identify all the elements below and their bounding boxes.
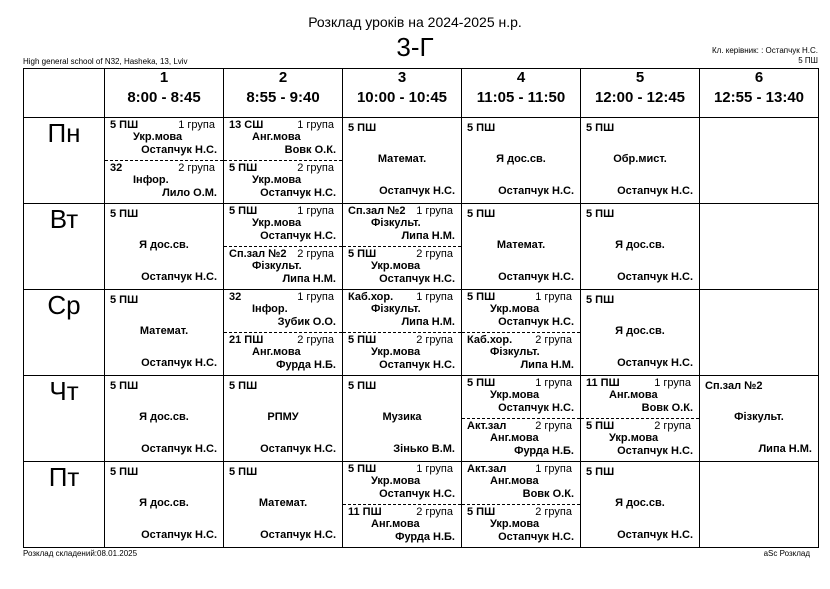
lesson-teacher: Зубик О.О. bbox=[277, 316, 336, 328]
lesson-teacher: Зінько В.М. bbox=[393, 443, 455, 455]
lesson-slot bbox=[224, 290, 343, 376]
lesson-group: 2 група bbox=[416, 505, 453, 518]
lesson-card bbox=[462, 419, 580, 461]
period-number: 1 bbox=[159, 69, 169, 86]
lesson-card bbox=[343, 247, 461, 289]
lesson-teacher: Остапчук Н.С. bbox=[141, 271, 217, 283]
lesson-card bbox=[224, 161, 342, 203]
lesson-room: 5 ПШ bbox=[229, 161, 258, 174]
lesson-card bbox=[105, 290, 223, 374]
lesson-room: 5 ПШ bbox=[467, 377, 496, 389]
lesson-slot bbox=[105, 204, 224, 290]
lesson-room: 5 ПШ bbox=[586, 466, 615, 478]
lesson-card bbox=[343, 333, 461, 375]
lesson-subject: Фізкульт. bbox=[252, 259, 302, 272]
empty-slot bbox=[700, 462, 819, 548]
lesson-room: Каб.хор. bbox=[467, 333, 513, 346]
lesson-card bbox=[462, 290, 580, 333]
lesson-subject: Фізкульт. bbox=[371, 303, 421, 315]
lesson-room: 5 ПШ bbox=[586, 122, 615, 134]
lesson-slot bbox=[224, 118, 343, 204]
lesson-room: Сп.зал №2 bbox=[705, 380, 763, 392]
lesson-teacher: Остапчук Н.С. bbox=[498, 271, 574, 283]
lesson-group: 1 група bbox=[654, 377, 691, 389]
period-header bbox=[224, 69, 343, 118]
created-date: Розклад складений:08.01.2025 bbox=[23, 549, 138, 558]
lesson-teacher: Остапчук Н.С. bbox=[141, 357, 217, 369]
lesson-teacher: Остапчук Н.С. bbox=[141, 144, 217, 156]
lesson-subject: Анг.мова bbox=[490, 431, 539, 444]
split-lesson bbox=[462, 462, 580, 546]
periods-header-row bbox=[24, 69, 819, 118]
lesson-subject: Я дос.св. bbox=[615, 239, 665, 251]
lesson-card bbox=[462, 462, 580, 505]
lesson-room: 5 ПШ bbox=[467, 505, 496, 518]
lesson-teacher: Остапчук Н.С. bbox=[379, 272, 455, 285]
lesson-slot bbox=[343, 462, 462, 548]
lesson-slot bbox=[581, 462, 700, 548]
lesson-card bbox=[343, 505, 461, 547]
lesson-group: 1 група bbox=[178, 119, 215, 131]
app-name: aSc Розклад bbox=[763, 549, 810, 558]
lesson-room: 5 ПШ bbox=[467, 122, 496, 134]
split-lesson bbox=[462, 290, 580, 374]
lesson-teacher: Липа Н.М. bbox=[401, 316, 455, 328]
day-row bbox=[24, 462, 819, 548]
day-header: Чт bbox=[24, 376, 105, 462]
lesson-slot bbox=[343, 376, 462, 462]
lesson-room: 5 ПШ bbox=[586, 294, 615, 306]
lesson-room: 5 ПШ bbox=[110, 466, 139, 478]
lesson-subject: Математ. bbox=[139, 325, 189, 337]
lesson-subject: Укр.мова bbox=[490, 303, 540, 315]
lesson-slot bbox=[105, 376, 224, 462]
lesson-room: Каб.хор. bbox=[348, 291, 394, 303]
lesson-group: 1 група bbox=[416, 205, 453, 217]
lesson-teacher: Фурда Н.Б. bbox=[276, 358, 336, 371]
split-lesson bbox=[224, 290, 342, 374]
day-row bbox=[24, 118, 819, 204]
lesson-group: 1 група bbox=[297, 291, 334, 303]
lesson-subject: Я дос.св. bbox=[139, 497, 189, 509]
period-header bbox=[700, 69, 819, 118]
lesson-slot bbox=[224, 204, 343, 290]
split-lesson bbox=[581, 376, 699, 460]
lesson-card bbox=[224, 462, 342, 546]
lesson-room: 5 ПШ bbox=[348, 380, 377, 392]
lesson-room: 5 ПШ bbox=[110, 119, 139, 131]
lesson-group: 1 група bbox=[535, 377, 572, 389]
period-time: 10:00 - 10:45 bbox=[356, 89, 448, 106]
lesson-room: 21 ПШ bbox=[229, 333, 264, 346]
lesson-group: 2 група bbox=[297, 333, 334, 346]
home-room: 5 ПШ bbox=[798, 56, 818, 65]
lesson-teacher: Вовк О.К. bbox=[284, 144, 336, 156]
lesson-card bbox=[224, 376, 342, 460]
lesson-card bbox=[581, 462, 699, 546]
lesson-subject: Математ. bbox=[377, 153, 427, 165]
timetable-body bbox=[24, 118, 819, 548]
lesson-card bbox=[105, 462, 223, 546]
split-lesson bbox=[105, 118, 223, 202]
lesson-slot bbox=[105, 290, 224, 376]
lesson-teacher: Остапчук Н.С. bbox=[498, 185, 574, 197]
lesson-room: 5 ПШ bbox=[348, 463, 377, 475]
lesson-card bbox=[224, 333, 342, 375]
lesson-teacher: Остапчук Н.С. bbox=[617, 271, 693, 283]
class-name: 3-Г bbox=[396, 32, 434, 62]
lesson-card bbox=[462, 118, 580, 202]
lesson-room: Акт.зал bbox=[467, 463, 507, 475]
lesson-room: 5 ПШ bbox=[348, 247, 377, 260]
lesson-group: 1 група bbox=[297, 119, 334, 131]
lesson-card bbox=[462, 204, 580, 288]
lesson-card bbox=[343, 290, 461, 333]
lesson-teacher: Остапчук Н.С. bbox=[379, 488, 455, 500]
period-number: 2 bbox=[278, 69, 288, 86]
lesson-subject: Я дос.св. bbox=[615, 325, 665, 337]
lesson-subject: Обр.мист. bbox=[613, 153, 667, 165]
lesson-room: 5 ПШ bbox=[467, 291, 496, 303]
day-header: Пт bbox=[24, 462, 105, 548]
timetable bbox=[23, 68, 819, 548]
lesson-teacher: Остапчук Н.С. bbox=[379, 185, 455, 197]
split-lesson bbox=[224, 118, 342, 202]
lesson-slot bbox=[462, 290, 581, 376]
lesson-card bbox=[581, 376, 699, 419]
lesson-slot bbox=[581, 118, 700, 204]
split-lesson bbox=[224, 204, 342, 288]
lesson-card bbox=[343, 118, 461, 202]
lesson-subject: Я дос.св. bbox=[139, 411, 189, 423]
lesson-subject: Фізкульт. bbox=[490, 345, 540, 358]
lesson-room: 5 ПШ bbox=[110, 208, 139, 220]
lesson-teacher: Остапчук Н.С. bbox=[498, 402, 574, 414]
lesson-room: 5 ПШ bbox=[467, 208, 496, 220]
lesson-subject: Анг.мова bbox=[490, 475, 539, 487]
lesson-group: 1 група bbox=[535, 291, 572, 303]
lesson-card bbox=[224, 204, 342, 247]
lesson-teacher: Остапчук Н.С. bbox=[498, 316, 574, 328]
period-time: 11:05 - 11:50 bbox=[476, 89, 566, 106]
period-header bbox=[581, 69, 700, 118]
lesson-group: 2 група bbox=[535, 505, 572, 518]
lesson-teacher: Остапчук Н.С. bbox=[617, 185, 693, 197]
lesson-subject: Фізкульт. bbox=[371, 217, 421, 229]
lesson-subject: Математ. bbox=[258, 497, 308, 509]
lesson-group: 1 група bbox=[297, 205, 334, 217]
split-lesson bbox=[343, 290, 461, 374]
period-time: 12:55 - 13:40 bbox=[713, 89, 805, 106]
empty-slot bbox=[700, 204, 819, 290]
period-number: 6 bbox=[754, 69, 764, 86]
split-lesson bbox=[343, 462, 461, 546]
lesson-card bbox=[581, 290, 699, 374]
lesson-teacher: Фурда Н.Б. bbox=[395, 530, 455, 543]
lesson-subject: Я дос.св. bbox=[615, 497, 665, 509]
lesson-card bbox=[462, 333, 580, 375]
empty-slot bbox=[700, 290, 819, 376]
lesson-room: Акт.зал bbox=[467, 419, 507, 432]
lesson-card bbox=[224, 118, 342, 161]
lesson-group: 2 група bbox=[297, 247, 334, 260]
lesson-group: 1 група bbox=[535, 463, 572, 475]
lesson-subject: Музика bbox=[382, 411, 422, 423]
lesson-slot bbox=[105, 462, 224, 548]
lesson-group: 2 група bbox=[416, 333, 453, 346]
lesson-card bbox=[105, 118, 223, 161]
lesson-room: 11 ПШ bbox=[348, 505, 382, 518]
lesson-slot bbox=[105, 118, 224, 204]
period-time: 8:55 - 9:40 bbox=[246, 89, 320, 106]
period-header bbox=[343, 69, 462, 118]
lesson-card bbox=[581, 419, 699, 461]
school-name: High general school of N32, Hasheka, 13, Lviv bbox=[23, 57, 188, 66]
lesson-teacher: Остапчук Н.С. bbox=[260, 186, 336, 199]
lesson-room: 32 bbox=[110, 161, 123, 174]
lesson-subject: Анг.мова bbox=[609, 389, 658, 401]
day-header: Вт bbox=[24, 204, 105, 290]
lesson-card bbox=[581, 204, 699, 288]
lesson-slot bbox=[581, 376, 700, 462]
period-number: 5 bbox=[635, 69, 645, 86]
lesson-card bbox=[343, 462, 461, 505]
lesson-subject: РПМУ bbox=[267, 411, 299, 423]
lesson-slot bbox=[462, 204, 581, 290]
lesson-subject: Укр.мова bbox=[133, 131, 183, 143]
lesson-card bbox=[105, 204, 223, 288]
lesson-subject: Анг.мова bbox=[252, 345, 301, 358]
lesson-slot bbox=[581, 290, 700, 376]
lesson-subject: Анг.мова bbox=[252, 131, 301, 143]
class-teacher-info bbox=[712, 46, 818, 66]
lesson-teacher: Вовк О.К. bbox=[641, 402, 693, 414]
lesson-slot bbox=[343, 204, 462, 290]
lesson-teacher: Остапчук Н.С. bbox=[617, 357, 693, 369]
lesson-room: 5 ПШ bbox=[586, 208, 615, 220]
lesson-subject: Укр.мова bbox=[371, 345, 421, 358]
class-teacher: Кл. керівник: : Остапчук Н.С. bbox=[711, 46, 818, 55]
lesson-slot bbox=[224, 376, 343, 462]
lesson-room: 5 ПШ bbox=[348, 333, 377, 346]
lesson-teacher: Липа Н.М. bbox=[282, 272, 336, 285]
lesson-subject: Інфор. bbox=[252, 303, 288, 315]
lesson-slot bbox=[462, 118, 581, 204]
period-time: 8:00 - 8:45 bbox=[127, 89, 201, 106]
lesson-teacher: Остапчук Н.С. bbox=[141, 529, 217, 541]
lesson-card bbox=[343, 204, 461, 247]
lesson-room: 5 ПШ bbox=[348, 122, 377, 134]
lesson-card bbox=[581, 118, 699, 202]
period-number: 3 bbox=[397, 69, 407, 86]
split-lesson bbox=[462, 376, 580, 460]
empty-slot bbox=[700, 118, 819, 204]
lesson-card bbox=[700, 376, 818, 460]
lesson-subject: Укр.мова bbox=[490, 389, 540, 401]
period-number: 4 bbox=[516, 69, 526, 86]
lesson-room: 32 bbox=[229, 291, 242, 303]
lesson-teacher: Липа Н.М. bbox=[520, 358, 574, 371]
lesson-slot bbox=[343, 118, 462, 204]
lesson-subject: Укр.мова bbox=[371, 259, 421, 272]
lesson-teacher: Остапчук Н.С. bbox=[260, 443, 336, 455]
lesson-slot bbox=[581, 204, 700, 290]
lesson-teacher: Остапчук Н.С. bbox=[379, 358, 455, 371]
lesson-group: 2 група bbox=[416, 247, 453, 260]
day-header: Ср bbox=[24, 290, 105, 376]
lesson-card bbox=[462, 505, 580, 547]
lesson-group: 2 група bbox=[535, 333, 572, 346]
lesson-subject: Анг.мова bbox=[371, 517, 420, 530]
lesson-teacher: Липа Н.М. bbox=[758, 443, 812, 455]
lesson-room: 5 ПШ bbox=[110, 294, 139, 306]
lesson-group: 1 група bbox=[416, 463, 453, 475]
lesson-group: 2 група bbox=[297, 161, 334, 174]
lesson-teacher: Остапчук Н.С. bbox=[260, 529, 336, 541]
lesson-subject: Укр.мова bbox=[252, 217, 302, 229]
lesson-group: 1 група bbox=[416, 291, 453, 303]
lesson-teacher: Фурда Н.Б. bbox=[514, 444, 574, 457]
lesson-card bbox=[224, 290, 342, 333]
lesson-room: Сп.зал №2 bbox=[229, 247, 287, 260]
day-row bbox=[24, 290, 819, 376]
lesson-teacher: Остапчук Н.С. bbox=[617, 529, 693, 541]
lesson-card bbox=[105, 161, 223, 203]
lesson-subject: Математ. bbox=[496, 239, 546, 251]
lesson-subject: Укр.мова bbox=[609, 431, 659, 444]
lesson-teacher: Липа Н.М. bbox=[401, 230, 455, 242]
lesson-teacher: Остапчук Н.С. bbox=[260, 230, 336, 242]
lesson-subject: Укр.мова bbox=[490, 517, 540, 530]
lesson-subject: Укр.мова bbox=[371, 475, 421, 487]
lesson-card bbox=[343, 376, 461, 460]
lesson-room: 13 СШ bbox=[229, 119, 264, 131]
lesson-room: 5 ПШ bbox=[229, 205, 258, 217]
corner-cell bbox=[24, 69, 105, 118]
lesson-group: 2 група bbox=[178, 161, 215, 174]
lesson-group: 2 група bbox=[535, 419, 572, 432]
lesson-slot bbox=[700, 376, 819, 462]
lesson-teacher: Остапчук Н.С. bbox=[141, 443, 217, 455]
lesson-room: Сп.зал №2 bbox=[348, 205, 406, 217]
lesson-card bbox=[105, 376, 223, 460]
day-row bbox=[24, 204, 819, 290]
lesson-subject: Я дос.св. bbox=[139, 239, 189, 251]
lesson-teacher: Лило О.М. bbox=[162, 186, 217, 199]
lesson-card bbox=[462, 376, 580, 419]
day-header: Пн bbox=[24, 118, 105, 204]
lesson-slot bbox=[462, 376, 581, 462]
lesson-slot bbox=[224, 462, 343, 548]
lesson-room: 5 ПШ bbox=[229, 380, 258, 392]
lesson-subject: Інфор. bbox=[133, 173, 169, 186]
lesson-teacher: Остапчук Н.С. bbox=[617, 444, 693, 457]
lesson-teacher: Остапчук Н.С. bbox=[498, 530, 574, 543]
lesson-subject: Фізкульт. bbox=[734, 411, 784, 423]
period-header bbox=[462, 69, 581, 118]
page-title: Розклад уроків на 2024-2025 н.р. bbox=[308, 14, 522, 30]
lesson-teacher: Вовк О.К. bbox=[522, 488, 574, 500]
lesson-room: 5 ПШ bbox=[586, 419, 615, 432]
lesson-subject: Укр.мова bbox=[252, 173, 302, 186]
lesson-group: 2 група bbox=[654, 419, 691, 432]
lesson-room: 5 ПШ bbox=[110, 380, 139, 392]
period-time: 12:00 - 12:45 bbox=[594, 89, 686, 106]
lesson-room: 11 ПШ bbox=[586, 377, 620, 389]
period-header bbox=[105, 69, 224, 118]
day-row bbox=[24, 376, 819, 462]
lesson-room: 5 ПШ bbox=[229, 466, 258, 478]
lesson-slot bbox=[343, 290, 462, 376]
lesson-slot bbox=[462, 462, 581, 548]
lesson-card bbox=[224, 247, 342, 289]
lesson-subject: Я дос.св. bbox=[496, 153, 546, 165]
split-lesson bbox=[343, 204, 461, 288]
